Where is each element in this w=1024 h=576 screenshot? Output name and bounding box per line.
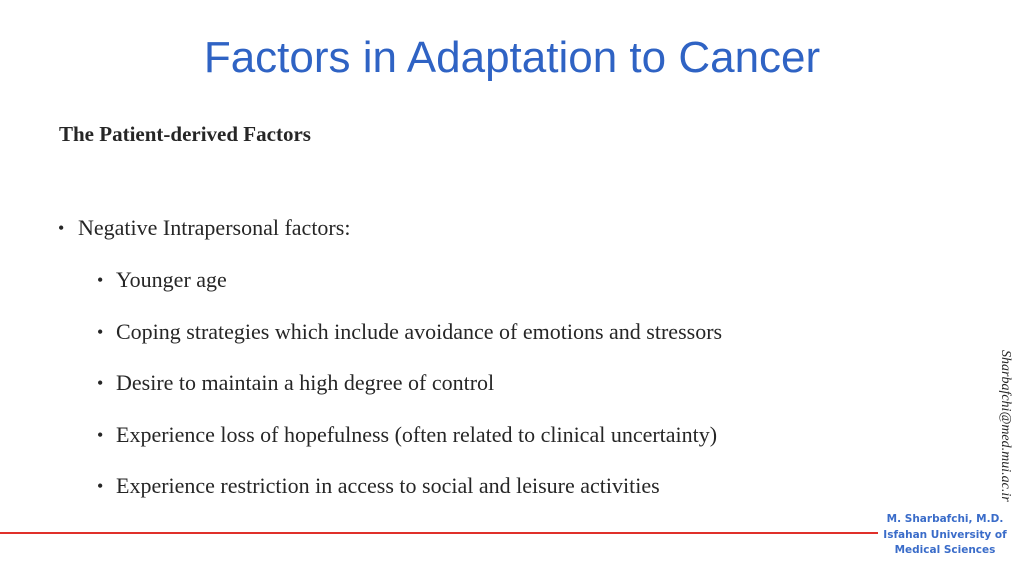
main-bullet-item: [58, 214, 722, 242]
section-subtitle: The Patient-derived Factors: [59, 122, 311, 146]
sub-bullet-text: Younger age: [116, 267, 227, 292]
bullet-icon: •: [97, 424, 104, 445]
sub-bullet-item: [58, 472, 722, 500]
bullet-icon: •: [97, 270, 104, 290]
sub-bullet-text: Experience loss of hopefulness (often related to clinical uncertainty): [116, 421, 718, 447]
main-bullet-text: Negative Intrapersonal factors:: [78, 215, 351, 240]
sub-bullet-text: Desire to maintain a high degree of control: [116, 370, 495, 395]
slide-title: Factors in Adaptation to Cancer: [203, 33, 821, 82]
contact-email: Sharbafchi@med.mui.ac.ir: [998, 350, 1013, 502]
bullet-icon: •: [97, 373, 104, 393]
bullet-icon: •: [58, 218, 65, 238]
bullet-icon: •: [97, 321, 104, 342]
bullet-list: [58, 214, 722, 524]
bullet-icon: •: [97, 476, 104, 496]
sub-bullet-text: Coping strategies which include avoidance of emotions and stressors: [116, 318, 723, 344]
author-institution-line1: Isfahan University of: [883, 528, 1007, 541]
sub-bullet-item: [58, 421, 722, 449]
author-name: M. Sharbafchi, M.D.: [886, 513, 1004, 525]
sub-bullet-item: [58, 266, 722, 294]
footer-divider: [0, 532, 878, 534]
sub-bullet-text: Experience restriction in access to social and leisure activities: [116, 473, 660, 498]
sub-bullet-item: [58, 318, 722, 346]
sub-bullet-item: [58, 369, 722, 397]
author-credit: [872, 512, 1018, 559]
author-institution-line2: Medical Sciences: [894, 544, 996, 556]
